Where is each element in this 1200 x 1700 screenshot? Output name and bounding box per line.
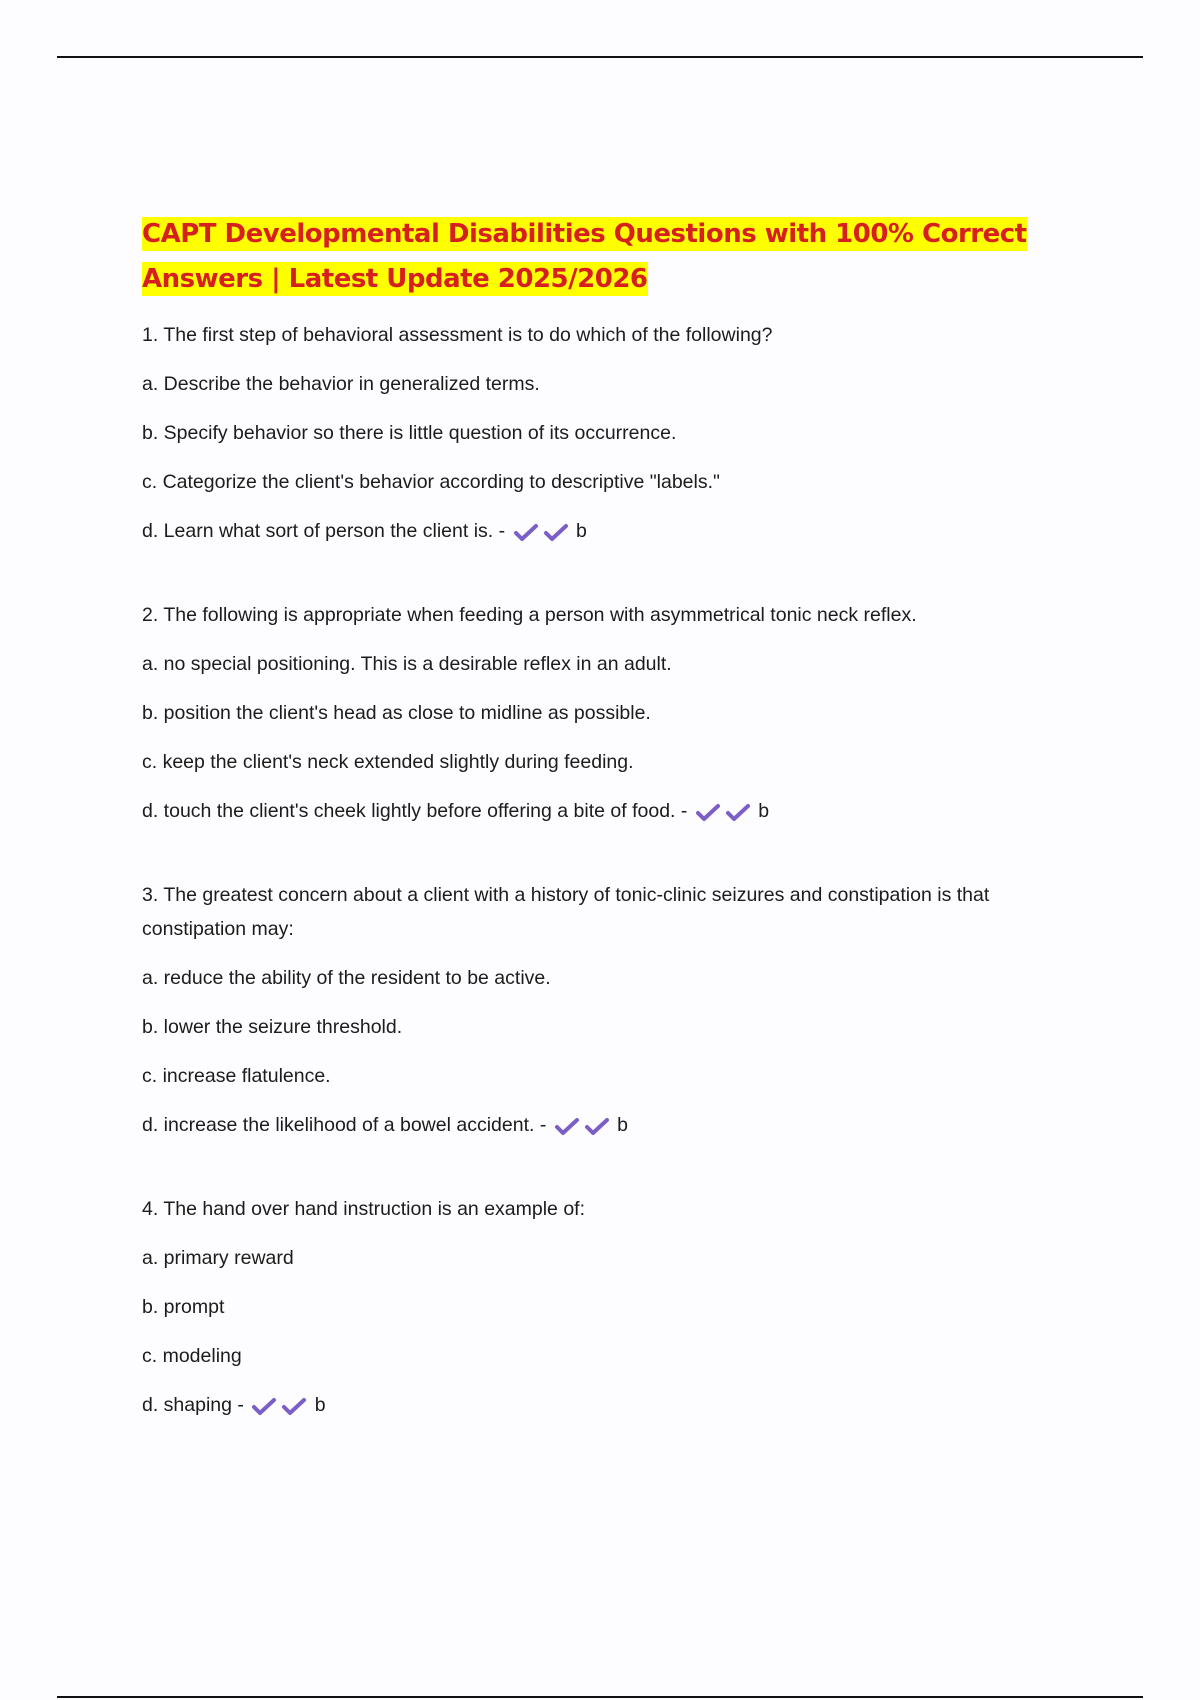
question-3 [142, 878, 1072, 1142]
bottom-rule [57, 1696, 1143, 1698]
question-text: 2. The following is appropriate when feeding a person with asymmetrical tonic neck reflex. [142, 604, 917, 626]
top-rule [57, 56, 1143, 58]
title-line-1: CAPT Developmental Disabilities Questions with 100% Correct [142, 219, 1027, 249]
checkmark-icon [251, 1396, 277, 1416]
answer-letter: b [617, 1114, 629, 1136]
option-d-with-answer [142, 514, 1072, 548]
checkmark-icon [554, 1116, 580, 1136]
option-d-with-answer [142, 1388, 1072, 1422]
option-a: a. primary reward [142, 1247, 294, 1269]
option-d-with-answer [142, 794, 1072, 828]
question-text: 4. The hand over hand instruction is an example of: [142, 1198, 585, 1220]
option-d: d. touch the client's cheek lightly before offering a bite of food. - [142, 800, 688, 822]
option-d: d. shaping - [142, 1394, 244, 1416]
option-c: c. Categorize the client's behavior according to descriptive "labels." [142, 471, 720, 493]
document-title [142, 212, 1102, 302]
question-1 [142, 318, 1072, 548]
checkmark-icon [513, 522, 539, 542]
option-d: d. Learn what sort of person the client is. - [142, 520, 506, 542]
checkmark-icon [543, 522, 569, 542]
checkmark-icon [695, 802, 721, 822]
answer-letter: b [575, 520, 587, 542]
option-a: a. no special positioning. This is a desirable reflex in an adult. [142, 653, 672, 675]
question-list [142, 318, 1072, 1472]
option-d: d. increase the likelihood of a bowel accident. - [142, 1114, 547, 1136]
option-b: b. prompt [142, 1296, 225, 1318]
option-c: c. increase flatulence. [142, 1065, 331, 1087]
option-b: b. position the client's head as close to midline as possible. [142, 702, 651, 724]
question-2 [142, 598, 1072, 828]
option-a: a. reduce the ability of the resident to be active. [142, 967, 551, 989]
question-4 [142, 1192, 1072, 1422]
checkmark-icon [281, 1396, 307, 1416]
option-b: b. lower the seizure threshold. [142, 1016, 403, 1038]
question-text: 1. The first step of behavioral assessment is to do which of the following? [142, 324, 773, 346]
option-c: c. modeling [142, 1345, 242, 1367]
answer-letter: b [314, 1394, 326, 1416]
question-text: 3. The greatest concern about a client with a history of tonic-clinic seizures and constipation is that constipation may: [142, 884, 990, 940]
checkmark-icon [584, 1116, 610, 1136]
checkmark-icon [725, 802, 751, 822]
option-b: b. Specify behavior so there is little question of its occurrence. [142, 422, 677, 444]
option-d-with-answer [142, 1108, 1072, 1142]
title-line-2: Answers | Latest Update 2025/2026 [142, 264, 648, 294]
option-c: c. keep the client's neck extended slightly during feeding. [142, 751, 634, 773]
option-a: a. Describe the behavior in generalized terms. [142, 373, 540, 395]
answer-letter: b [758, 800, 770, 822]
